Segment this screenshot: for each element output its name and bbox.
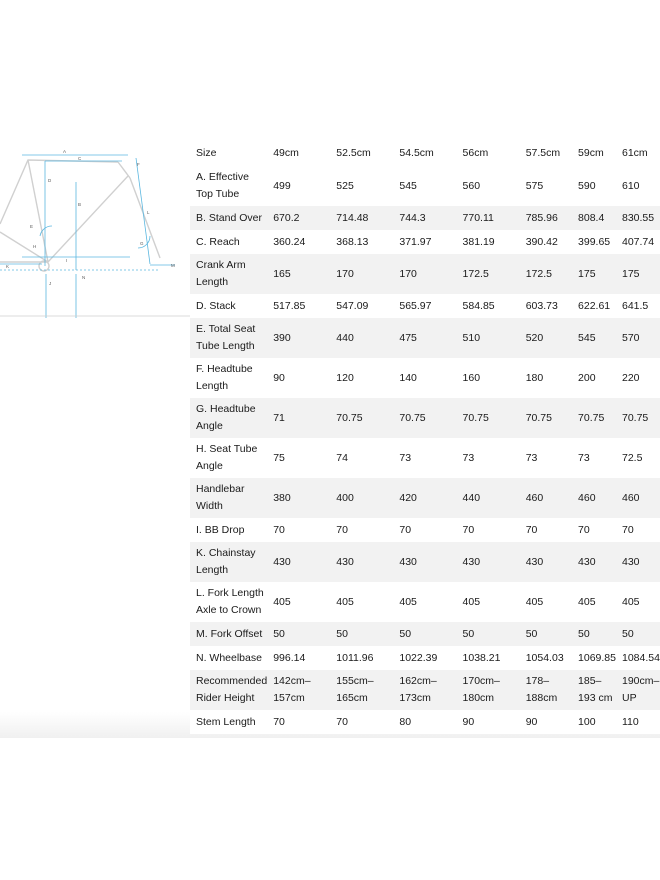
- table-cell: 405: [622, 595, 640, 608]
- table-cell: 525: [336, 179, 354, 192]
- table-cell: 430: [273, 555, 291, 568]
- table-cell: 371.97: [399, 235, 432, 248]
- row-label: M. Fork Offset: [196, 627, 263, 640]
- table-row: [190, 318, 660, 358]
- table-cell: 499: [273, 179, 291, 192]
- table-row: [190, 294, 660, 318]
- table-header-row: [190, 140, 660, 166]
- table-cell: 368.13: [336, 235, 369, 248]
- row-label: E. Total Seat Tube Length: [196, 323, 256, 352]
- row-label: H. Seat Tube Angle: [196, 443, 258, 472]
- table-cell: 70.75: [462, 411, 489, 424]
- table-cell: 70.75: [525, 411, 552, 424]
- top-tube: [0, 160, 118, 224]
- table-cell: 517.85: [273, 299, 306, 312]
- table-cell: 50: [399, 627, 412, 640]
- table-cell: 407.74: [622, 235, 655, 248]
- table-cell: 110: [622, 715, 639, 728]
- table-row: [190, 622, 660, 646]
- table-cell: 1069.85: [578, 651, 616, 664]
- table-cell: 70: [462, 523, 475, 536]
- table-cell: 61cm: [622, 146, 648, 159]
- table-cell: 405: [525, 595, 544, 608]
- table-cell: 70.75: [399, 411, 426, 424]
- table-cell: 70: [273, 715, 285, 728]
- table-cell: 744.3: [399, 211, 426, 224]
- row-label: Handlebar Width: [196, 483, 245, 512]
- table-cell: 405: [399, 595, 417, 608]
- table-cell: 430: [462, 555, 481, 568]
- table-cell: 430: [336, 555, 354, 568]
- table-cell: 70: [525, 523, 538, 536]
- table-cell: 155cm–165cm: [336, 675, 374, 704]
- table-cell: 160: [462, 371, 481, 384]
- table-cell: 178–188cm: [525, 675, 558, 704]
- table-row: [190, 478, 660, 518]
- table-cell: 74: [336, 451, 348, 464]
- table-row: [190, 710, 660, 734]
- table-cell: 170: [336, 267, 354, 280]
- table-cell: 73: [399, 451, 412, 464]
- row-label: I. BB Drop: [196, 523, 245, 536]
- table-cell: 670.2: [273, 211, 300, 224]
- table-cell: 75: [273, 451, 285, 464]
- table-cell: 56cm: [462, 146, 489, 159]
- row-label: N. Wheelbase: [196, 651, 262, 664]
- table-cell: 440: [336, 331, 354, 344]
- table-cell: 420: [399, 491, 417, 504]
- label-n: N: [82, 275, 86, 280]
- row-label: G. Headtube Angle: [196, 403, 256, 432]
- table-cell: 575: [525, 179, 544, 192]
- table-row: [190, 358, 660, 398]
- table-cell: 603.73: [525, 299, 558, 312]
- table-cell: 405: [462, 595, 481, 608]
- table-cell: 140: [399, 371, 417, 384]
- row-label: K. Chainstay Length: [196, 547, 256, 576]
- table-cell: 405: [273, 595, 291, 608]
- table-cell: 54.5cm: [399, 146, 434, 159]
- label-h: H: [33, 244, 37, 249]
- table-cell: 560: [462, 179, 481, 192]
- table-cell: 830.55: [622, 211, 655, 224]
- table-row: [190, 582, 660, 622]
- table-cell: 70.75: [336, 411, 363, 424]
- table-cell: 90: [525, 715, 538, 728]
- table-cell: 405: [578, 595, 596, 608]
- table-cell: 1011.96: [336, 651, 374, 664]
- table-cell: 200: [578, 371, 596, 384]
- label-a: A: [63, 149, 67, 154]
- table-cell: 460: [578, 491, 596, 504]
- table-cell: 50: [525, 627, 538, 640]
- table-cell: 641.5: [622, 299, 649, 312]
- table-cell: 170: [399, 267, 417, 280]
- frame-geometry-diagram: [0, 140, 190, 330]
- table-cell: 440: [462, 491, 481, 504]
- row-label: Size: [196, 146, 217, 159]
- table-cell: 430: [525, 555, 544, 568]
- table-cell: 57.5cm: [525, 146, 561, 159]
- table-cell: 175: [578, 267, 596, 280]
- table-cell: 100: [578, 715, 596, 728]
- row-label: Recommended Rider Height: [196, 675, 268, 704]
- table-cell: 190cm–UP: [622, 675, 660, 704]
- table-cell: 590: [578, 179, 596, 192]
- table-cell: 162cm–173cm: [399, 675, 437, 704]
- table-row: [190, 542, 660, 582]
- table-cell: 50: [336, 627, 348, 640]
- table-cell: 360.24: [273, 235, 306, 248]
- head-tube: [118, 162, 130, 178]
- table-cell: 170cm–180cm: [462, 675, 500, 704]
- table-cell: 73: [525, 451, 538, 464]
- table-row: [190, 254, 660, 294]
- table-cell: 70: [273, 523, 285, 536]
- table-cell: 996.14: [273, 651, 306, 664]
- table-cell: 50: [578, 627, 590, 640]
- down-tube: [0, 176, 128, 262]
- table-cell: 70: [622, 523, 634, 536]
- table-row: [190, 438, 660, 478]
- table-row: [190, 646, 660, 670]
- table-cell: 610: [622, 179, 640, 192]
- table-cell: 1084.54: [622, 651, 660, 664]
- row-label: Crank Arm Length: [196, 259, 246, 288]
- table-cell: 1038.21: [462, 651, 501, 664]
- table-cell: 50: [622, 627, 634, 640]
- table-cell: 405: [336, 595, 354, 608]
- table-cell: 547.09: [336, 299, 369, 312]
- table-cell: 460: [622, 491, 640, 504]
- table-cell: 380: [273, 491, 291, 504]
- row-label: F. Headtube Length: [196, 363, 253, 392]
- label-b: B: [78, 202, 82, 207]
- table-row: [190, 230, 660, 254]
- geometry-table: [190, 140, 660, 734]
- row-label: Stem Length: [196, 715, 256, 728]
- table-cell: 70: [399, 523, 412, 536]
- table-cell: 770.11: [462, 211, 494, 224]
- table-cell: 400: [336, 491, 354, 504]
- table-cell: 622.61: [578, 299, 611, 312]
- table-cell: 73: [462, 451, 475, 464]
- table-row: [190, 518, 660, 542]
- table-cell: 430: [578, 555, 596, 568]
- table-cell: 390.42: [525, 235, 558, 248]
- table-cell: 1022.39: [399, 651, 438, 664]
- row-label: L. Fork Length Axle to Crown: [196, 587, 264, 616]
- table-cell: 90: [273, 371, 285, 384]
- table-cell: 52.5cm: [336, 146, 371, 159]
- table-cell: 70.75: [622, 411, 649, 424]
- table-cell: 399.65: [578, 235, 611, 248]
- label-f: F: [137, 162, 140, 167]
- table-row: [190, 166, 660, 206]
- table-cell: 175: [622, 267, 640, 280]
- table-row: [190, 206, 660, 230]
- table-cell: 714.48: [336, 211, 369, 224]
- table-cell: 545: [399, 179, 417, 192]
- table-row: [190, 670, 660, 710]
- table-cell: 70.75: [578, 411, 605, 424]
- table-cell: 71: [273, 411, 285, 424]
- label-k: K: [6, 264, 10, 269]
- table-cell: 70: [336, 523, 348, 536]
- table-cell: 90: [462, 715, 475, 728]
- table-cell: 50: [273, 627, 285, 640]
- table-cell: 570: [622, 331, 640, 344]
- table-cell: 172.5: [462, 267, 489, 280]
- row-label: C. Reach: [196, 235, 240, 248]
- table-cell: 73: [578, 451, 590, 464]
- table-cell: 785.96: [525, 211, 558, 224]
- label-j: J: [49, 281, 52, 286]
- table-cell: 70: [336, 715, 348, 728]
- table-cell: 49cm: [273, 146, 299, 159]
- table-cell: 565.97: [399, 299, 432, 312]
- table-cell: 584.85: [462, 299, 495, 312]
- table-cell: 80: [399, 715, 412, 728]
- row-label: B. Stand Over: [196, 211, 262, 224]
- table-cell: 475: [399, 331, 417, 344]
- table-cell: 390: [273, 331, 291, 344]
- table-cell: 50: [462, 627, 475, 640]
- table-cell: 185–193 cm: [578, 675, 613, 704]
- table-cell: 70: [578, 523, 590, 536]
- table-cell: 808.4: [578, 211, 605, 224]
- label-g: G: [140, 241, 144, 246]
- label-d: D: [48, 178, 52, 183]
- label-c: C: [78, 156, 82, 161]
- table-cell: 381.19: [462, 235, 495, 248]
- table-cell: 165: [273, 267, 291, 280]
- table-cell: 180: [525, 371, 544, 384]
- label-i: I: [66, 258, 68, 263]
- table-cell: 72.5: [622, 451, 643, 464]
- row-label: A. Effective Top Tube: [196, 171, 249, 200]
- table-cell: 510: [462, 331, 481, 344]
- table-cell: 120: [336, 371, 354, 384]
- table-cell: 430: [622, 555, 640, 568]
- label-m: M: [171, 263, 175, 268]
- table-cell: 1054.03: [525, 651, 564, 664]
- row-label: D. Stack: [196, 299, 236, 312]
- table-cell: 220: [622, 371, 640, 384]
- table-cell: 430: [399, 555, 417, 568]
- table-row: [190, 398, 660, 438]
- label-l: L: [147, 210, 150, 215]
- label-e: E: [30, 224, 34, 229]
- table-cell: 172.5: [525, 267, 552, 280]
- table-cell: 460: [525, 491, 544, 504]
- table-cell: 59cm: [578, 146, 604, 159]
- table-cell: 545: [578, 331, 596, 344]
- table-cell: 142cm–157cm: [273, 675, 311, 704]
- table-cell: 520: [525, 331, 544, 344]
